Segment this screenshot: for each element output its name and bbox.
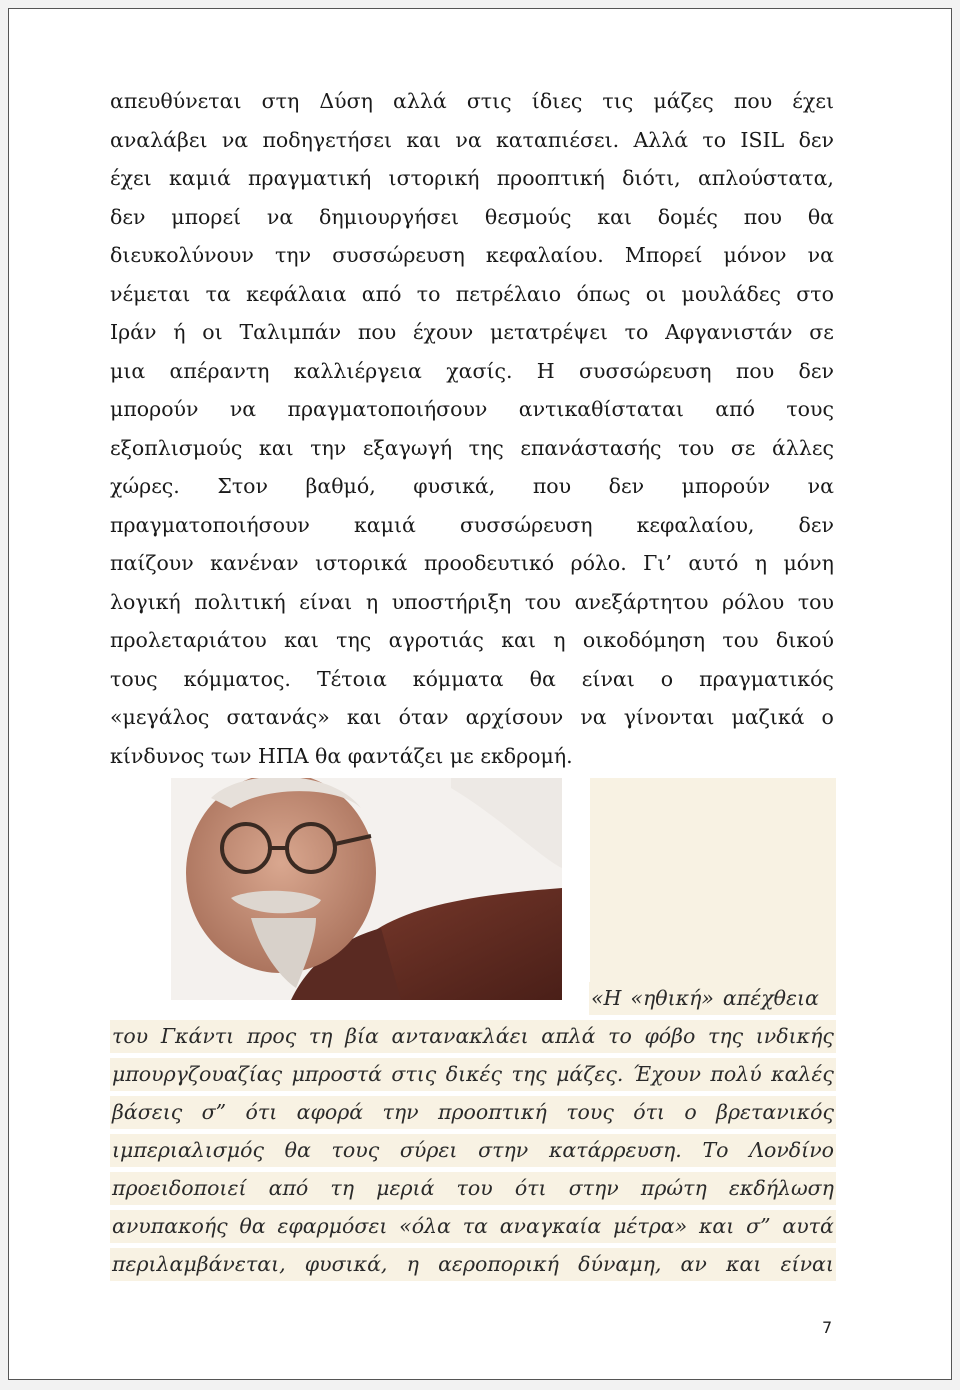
page-number: 7 — [822, 1318, 833, 1337]
body-line: λογική πολιτική είναι η υποστήριξη του ανεξάρτητου ρόλου του — [110, 589, 834, 614]
body-line: πραγματοποιήσουν καμιά συσσώρευση κεφαλαίου, δεν — [110, 512, 834, 537]
body-line: νέμεται τα κεφάλαια από το πετρέλαιο όπως οι μουλάδες στο — [110, 281, 834, 306]
body-line: κίνδυνος των ΗΠΑ θα φαντάζει με εκδρομή. — [110, 743, 573, 768]
body-line: εξοπλισμούς και την εξαγωγή της επανάστασής του σε άλλες — [110, 435, 834, 460]
quote-highlight-block — [590, 778, 836, 982]
body-line: παίζουν κανέναν ιστορικά προοδευτικό ρόλο. Γι’ αυτό η μόνη — [110, 551, 834, 575]
quote-line: ανυπακοής θα εφαρμόσει «όλα τα αναγκαία μέτρα» και σ” αυτά — [110, 1210, 836, 1243]
body-line: δεν μπορεί να δημιουργήσει θεσμούς και δομές που θα — [110, 204, 834, 229]
body-line: Ιράν ή οι Ταλιμπάν που έχουν μετατρέψει το Αφγανιστάν σε — [110, 320, 834, 344]
quote-line: προειδοποιεί από τη μεριά του ότι στην πρώτη εκδήλωση — [110, 1172, 836, 1205]
body-line: απευθύνεται στη Δύση αλλά στις ίδιες τις μάζες που έχει — [110, 89, 834, 113]
body-line: τους κόμματος. Τέτοια κόμματα θα είναι ο πραγματικός — [110, 666, 834, 691]
body-line: χώρες. Στον βαθμό, φυσικά, που δεν μπορούν να — [110, 474, 834, 498]
body-line: διευκολύνουν την συσσώρευση κεφαλαίου. Μπορεί μόνον να — [110, 243, 834, 267]
quote-line: μπουργζουαζίας μπροστά στις δικές της μάζες. Έχουν πολύ καλές — [110, 1058, 836, 1091]
quote-line: περιλαμβάνεται, φυσικά, η αεροπορική δύναμη, αν και είναι — [110, 1248, 836, 1281]
body-line: έχει καμιά πραγματική ιστορική προοπτική διότι, απλούστατα, — [110, 166, 834, 190]
body-line: μπορούν να πραγματοποιήσουν αντικαθίσταται από τους — [110, 397, 834, 421]
portrait-image — [171, 778, 562, 1000]
quote-line: βάσεις σ” ότι αφορά την προοπτική τους ότι ο βρετανικός — [110, 1096, 836, 1129]
body-line: μια απέραντη καλλιέργεια χασίς. Η συσσώρευση που δεν — [110, 358, 834, 383]
portrait-photo — [171, 778, 562, 1000]
body-line: προλεταριάτου και της αγροτιάς και η οικοδόμηση του δικού — [110, 628, 834, 652]
quote-block — [110, 982, 836, 1286]
body-line: αναλάβει να ποδηγετήσει και να καταπιέσει. Αλλά το ISIL δεν — [110, 127, 834, 152]
quote-line: ιμπεριαλισμός θα τους σύρει στην κατάρρευση. Το Λονδίνο — [110, 1134, 836, 1167]
quote-line: «Η «ηθική» απέχθεια — [589, 982, 836, 1015]
quote-line: του Γκάντι προς τη βία αντανακλάει απλά το φόβο της ινδικής — [110, 1020, 836, 1053]
body-line: «μεγάλος σατανάς» και όταν αρχίσουν να γίνονται μαζικά ο — [110, 705, 834, 729]
body-paragraph — [110, 82, 834, 775]
